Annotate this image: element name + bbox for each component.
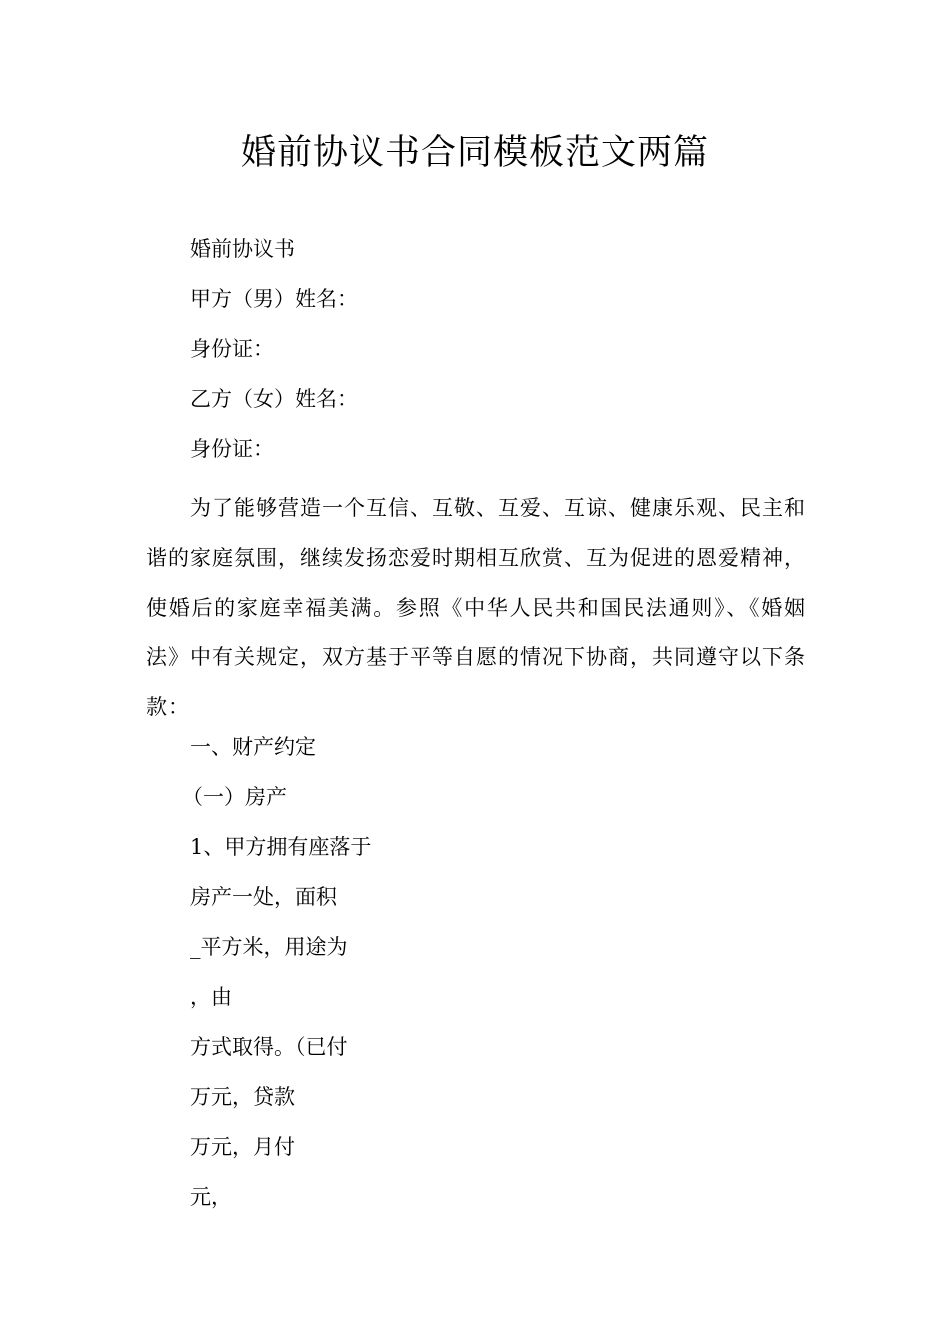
agreement-heading: 婚前协议书 — [190, 237, 295, 261]
clause-line: 万元，贷款 — [190, 1085, 295, 1109]
preamble-paragraph: 为了能够营造一个互信、互敬、互爱、互谅、健康乐观、民主和谐的家庭氛围，继续发扬恋爱时期相互欣赏、互为促进的恩爱精神，使婚后的家庭幸福美满。参照《中华人民共和国民法通则》、《婚姻法》中有关规定，双方基于平等自愿的情况下协商，共同遵守以下条款： — [146, 496, 806, 720]
clause-line: 房产一处，面积 — [190, 885, 337, 909]
clause-line: _平方米，用途为 — [190, 935, 348, 959]
clause-line: 方式取得。（已付 — [190, 1035, 348, 1059]
party-b-id-line: 身份证： — [190, 437, 274, 461]
clause-line: 元， — [190, 1185, 232, 1209]
party-b-name-line: 乙方（女）姓名： — [190, 387, 358, 411]
section-heading-property: 一、财产约定 — [190, 735, 316, 759]
party-a-name-line: 甲方（男）姓名： — [190, 287, 358, 311]
document-title: 婚前协议书合同模板范文两篇 — [240, 133, 709, 173]
party-a-id-line: 身份证： — [190, 337, 274, 361]
clause-line: 万元，月付 — [190, 1135, 295, 1159]
clause-line: 1、甲方拥有座落于 — [190, 835, 372, 859]
clause-line: ，由 — [190, 985, 232, 1009]
subsection-heading-real-estate: （一）房产 — [182, 785, 287, 809]
